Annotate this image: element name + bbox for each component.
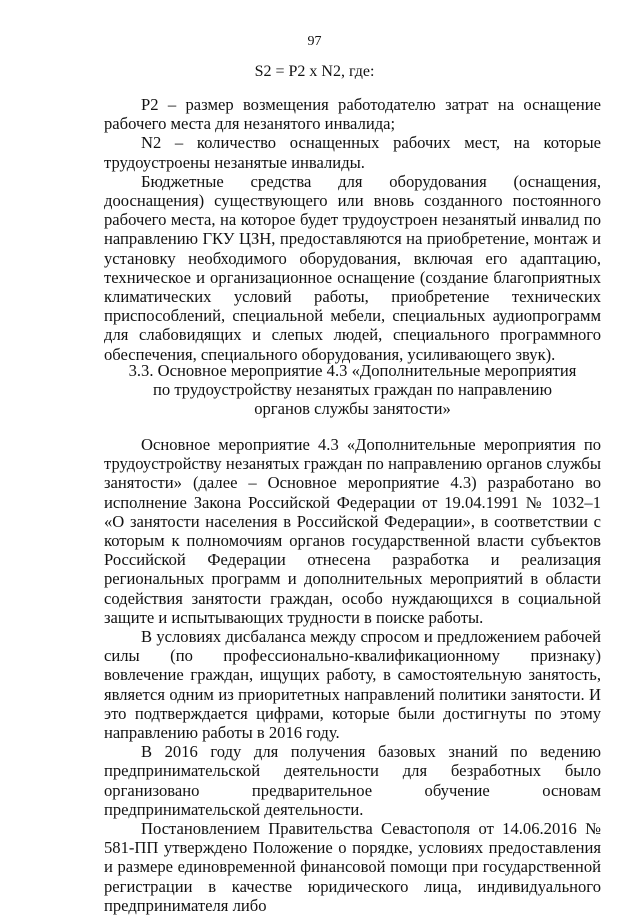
main-text-block xyxy=(104,435,601,915)
section-heading-line: 3.3. Основное мероприятие 4.3 «Дополнительные мероприятия xyxy=(128,361,577,380)
section-heading-line: по трудоустройству незанятых граждан по направлению xyxy=(153,380,552,400)
section-heading xyxy=(104,361,601,419)
paragraph-training-2016: В 2016 году для получения базовых знаний по ведению предпринимательской деятельности для безработных было организовано предварительное обучение основам предпринимательской деятельности. xyxy=(104,742,601,819)
section-heading-line: органов службы занятости» xyxy=(254,399,451,419)
paragraph-resolution: Постановлением Правительства Севастополя от 14.06.2016 № 581-ПП утверждено Положение о порядке, условиях предоставления и размере единовременной финансовой помощи при государственной регистрации в качестве юридического лица, индивидуального предпринимателя либо xyxy=(104,819,601,915)
formula: S2 = P2 x N2, где: xyxy=(254,63,375,80)
page-number: 97 xyxy=(307,34,322,49)
paragraph-labor-imbalance: В условиях дисбаланса между спросом и предложением рабочей силы (по профессионально-квалификационному признаку) вовлечение граждан, ищущих работу, в самостоятельную занятость, является одним из приоритетных направлений политики занятости. И это подтверждается цифрами, которые были достигнуты по этому направлению работы в 2016 году. xyxy=(104,627,601,743)
definition-p2: P2 – размер возмещения работодателю затрат на оснащение рабочего места для незанятого инвалида; xyxy=(104,95,601,134)
definitions-block xyxy=(104,95,601,364)
paragraph-main-event: Основное мероприятие 4.3 «Дополнительные мероприятия по трудоустройству незанятых граждан по направлению органов службы занятости» (далее – Основное мероприятие 4.3) разработано во исполнение Закона Российской Федерации от 19.04.1991 № 1032–1 «О занятости населения в Российской Федерации», в соответствии с которым к полномочиям органов государственной власти субъектов Российской Федерации отнесена разработка и реализация региональных программ и дополнительных мероприятий в области содействия занятости граждан, особо нуждающихся в социальной защите и испытывающих трудности в поиске работы. xyxy=(104,435,601,627)
definition-n2: N2 – количество оснащенных рабочих мест, на которые трудоустроены незанятые инвалиды. xyxy=(104,133,601,172)
budget-paragraph: Бюджетные средства для оборудования (оснащения, дооснащения) существующего или вновь созданного постоянного рабочего места, на которое будет трудоустроен незанятый инвалид по направлению ГКУ ЦЗН, предоставляются на приобретение, монтаж и установку необходимого оборудования, включая его адаптацию, техническое и организационное оснащение (создание благоприятных климатических условий работы, приобретение технических приспособлений, специальной мебели, специальных аудиопрограмм для слабовидящих и слепых людей, специального программного обеспечения, специального оборудования, усиливающего звук). xyxy=(104,171,601,364)
